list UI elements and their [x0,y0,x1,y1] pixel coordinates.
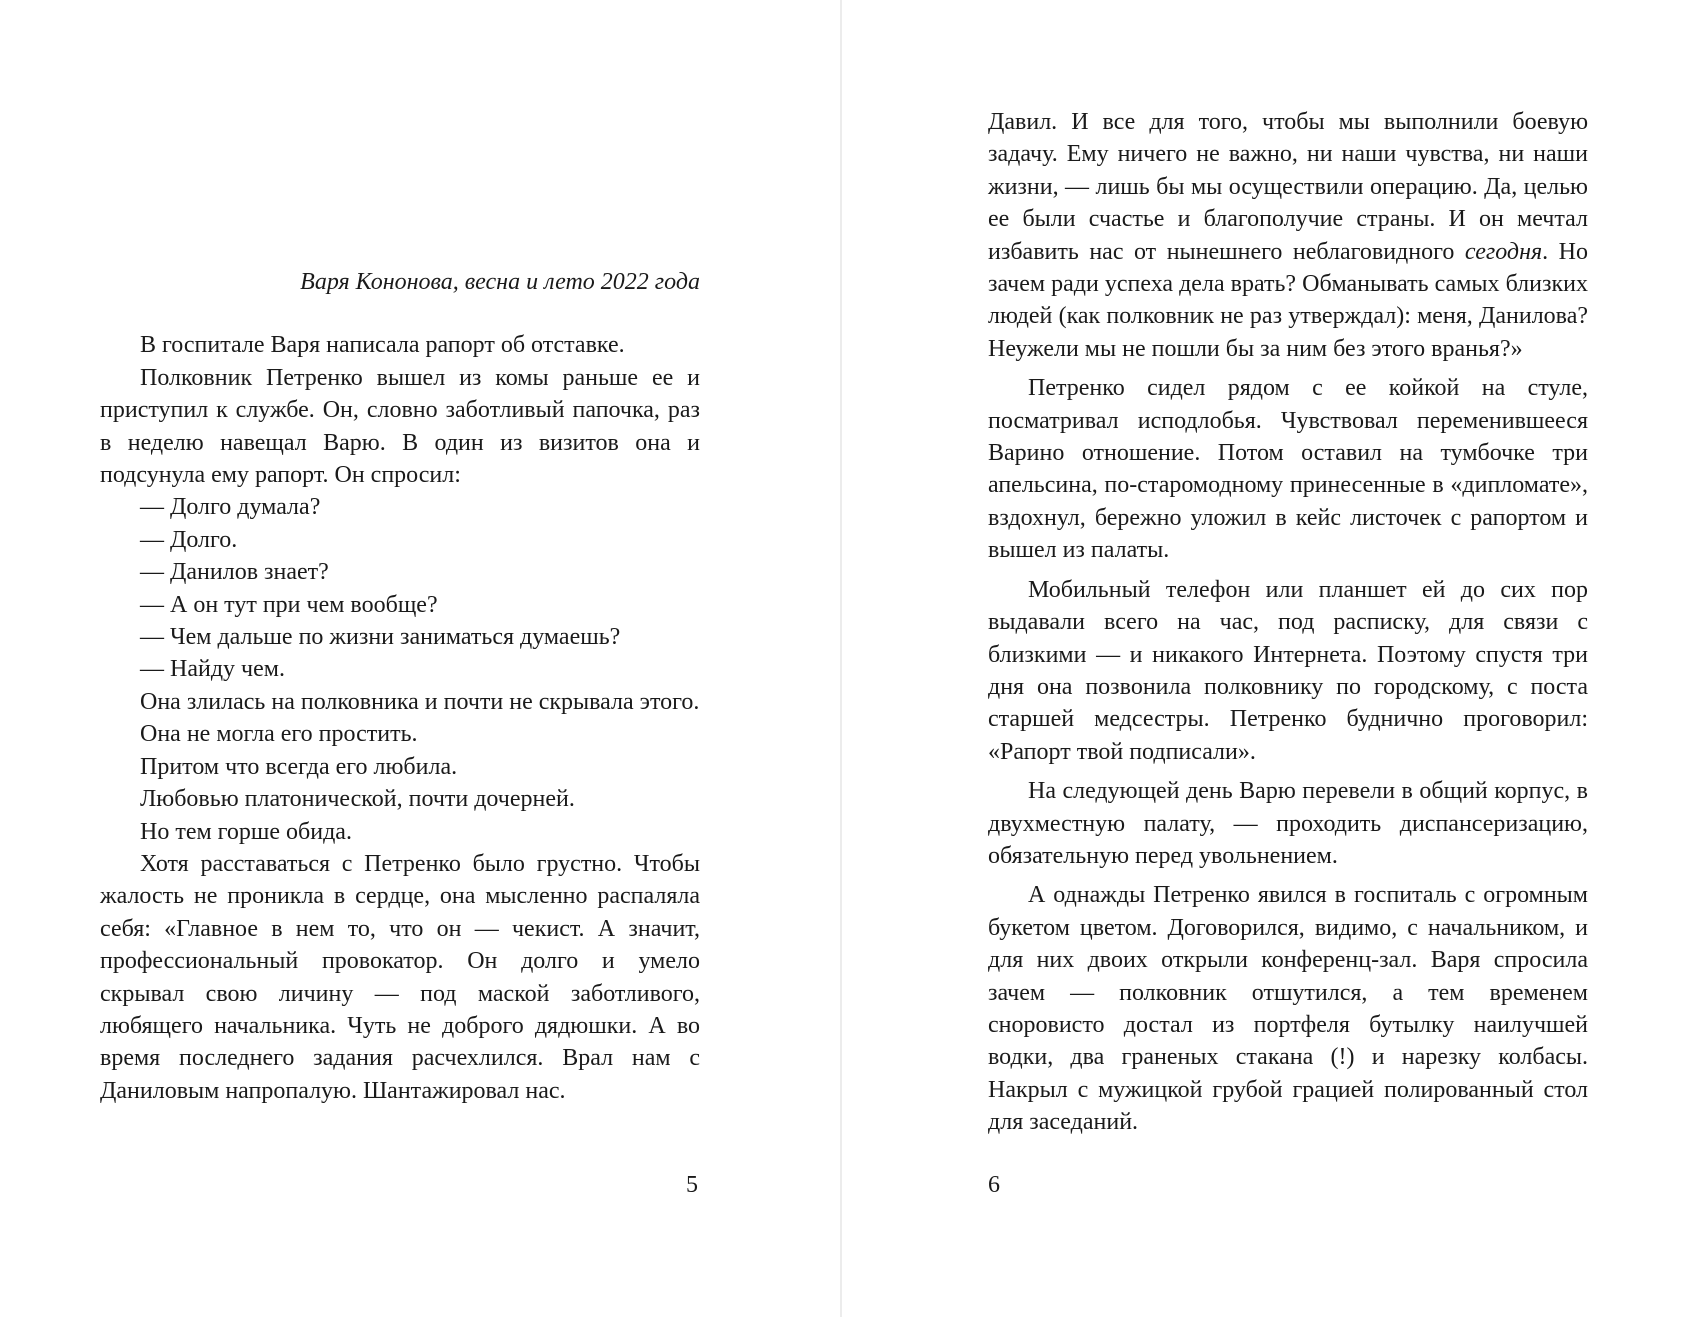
paragraph: Но тем горше обида. [140,818,352,845]
paragraph: Притом что всегда его любила. [140,753,458,780]
paragraph: Любовью платонической, почти дочерней. [140,786,575,813]
dialogue-line: — Чем дальше по жизни заниматься думаешь? [140,624,621,651]
paragraph: Полковник Петренко вышел из комы раньше ее и приступил к службе. Он, словно заботливый папочка, раз в неделю навещал Варю. В один из визитов она и подсунула ему рапорт. Он спросил: [100,364,700,489]
left-page [100,266,700,1107]
right-page [988,106,1588,1139]
paragraph: Она не могла его простить. [140,721,418,748]
dialogue-line: — Найду чем. [140,656,285,683]
paragraph-text: . Но зачем ради успеха дела врать? Обманывать самых близких людей (как полковник не раз утверждал): меня, Данилова? Неужели мы не пошли бы за ним без этого вранья?» [988,238,1588,362]
paragraph: Петренко сидел рядом с ее койкой на стуле, посматривал исподлобья. Чувствовал переменившееся Варино отношение. Потом оставил на тумбочке три апельсина, по-старомодному принесенные в «дипломате», вздохнул, бережно уложил в кейс листочек с рапортом и вышел из палаты. [988,375,1588,564]
page-number-left: 5 [686,1172,698,1198]
chapter-epigraph: Варя Кононова, весна и лето 2022 года [300,269,700,295]
paragraph [988,106,1588,365]
emphasis-text: сегодня [1464,238,1543,265]
paragraph: Мобильный телефон или планшет ей до сих пор выдавали всего на час, под расписку, для связи с близкими — и никакого Интернета. Поэтому спустя три дня она позвонила полковнику по городскому, с поста старшей медсестры. Петренко буднично проговорил: «Рапорт твой подписали». [988,576,1588,765]
page-number-right: 6 [988,1172,1000,1198]
book-gutter [840,0,842,1317]
paragraph: В госпитале Варя написала рапорт об отставке. [140,332,625,359]
dialogue-line: — Данилов знает? [140,559,329,586]
dialogue-line: — Долго. [140,526,238,553]
paragraph: А однажды Петренко явился в госпиталь с огромным букетом цветом. Договорился, видимо, с начальником, и для них двоих открыли конференц-зал. Варя спросила зачем — полковник отшутился, а тем временем сноровисто достал из портфеля бутылку наилучшей водки, два граненых стакана (!) и нарезку колбасы. Накрыл с мужицкой грубой грацией полированный стол для заседаний. [988,882,1588,1136]
paragraph: Хотя расставаться с Петренко было грустно. Чтобы жалость не проникла в сердце, она мысленно распаляла себя: «Главное в нем то, что он — чекист. А значит, профессиональный провокатор. Он долго и умело скрывал свою личину — под маской заботливого, любящего начальника. Чуть не доброго дядюшки. А во время последнего задания расчехлился. Врал нам с Даниловым напропалую. Шантажировал нас. [100,850,700,1104]
paragraph-text: Давил. И все для того, чтобы мы выполнили боевую задачу. Ему ничего не важно, ни наши чувства, ни наши жизни, — лишь бы мы осуществили операцию. Да, целью ее были счастье и благополучие страны. И он мечтал избавить нас от нынешнего неблаговидного [988,109,1588,265]
dialogue-line: — А он тут при чем вообще? [140,591,438,618]
dialogue-line: — Долго думала? [140,494,321,521]
paragraph: На следующей день Варю перевели в общий корпус, в двухместную палату, — проходить диспансеризацию, обязательную перед увольнением. [988,778,1588,869]
paragraph: Она злилась на полковника и почти не скрывала этого. [140,688,700,715]
